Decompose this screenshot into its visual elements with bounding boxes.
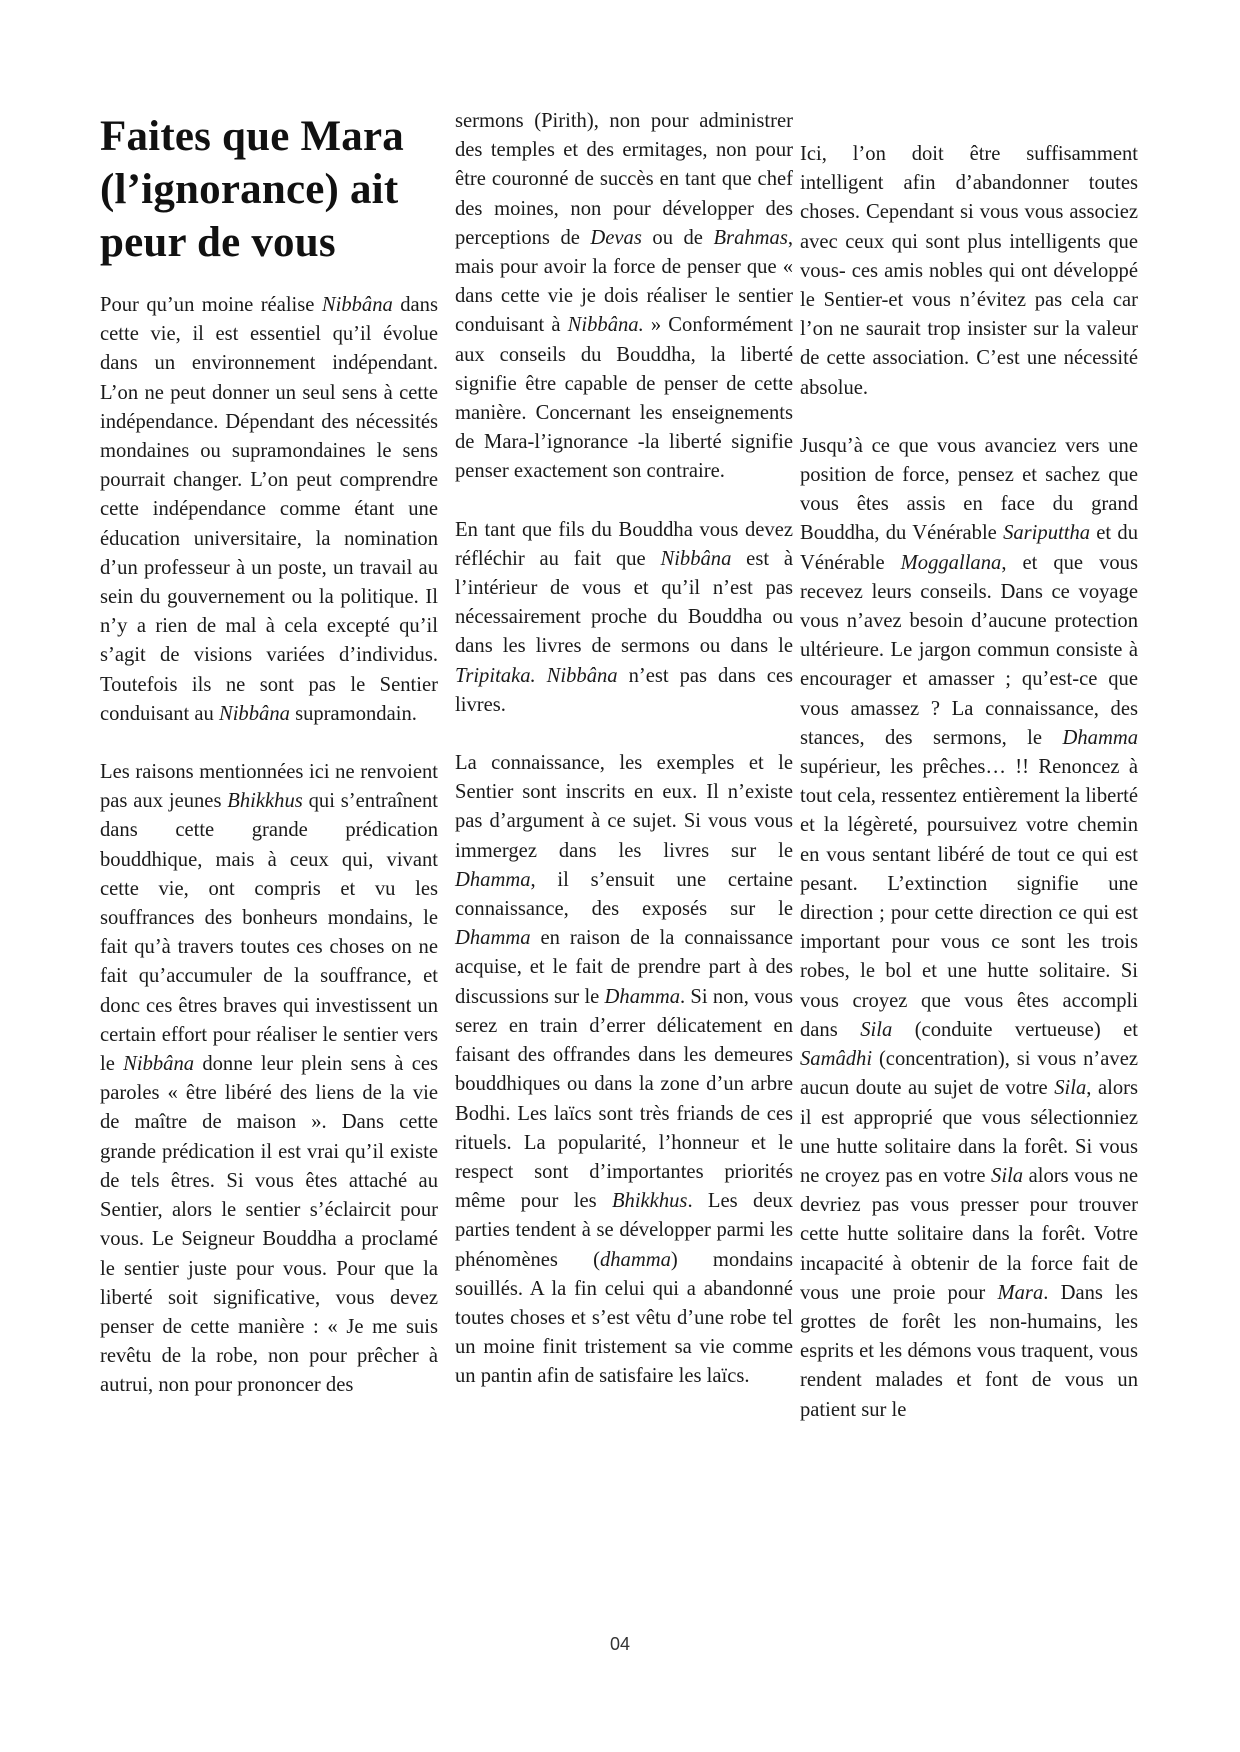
column-1	[100, 0, 438, 1430]
italic-term: Sila	[1054, 1077, 1087, 1100]
italic-term: Mara	[997, 1281, 1044, 1304]
text-run: » Conformément aux conseils du Bouddha, la liberté signifie être capable de penser de cette manière. Concernant les enseignements de Mara-l’ignorance -la liberté signifie penser exactement son contraire.	[455, 314, 793, 483]
italic-term: Dhamma	[604, 985, 681, 1008]
text-run: (concentration), si vous n’avez aucun doute au sujet de votre	[800, 1048, 1138, 1100]
italic-term: Sila	[991, 1164, 1024, 1187]
italic-term: Dhamma	[455, 868, 531, 891]
italic-term: Tripitaka. Nibbâna	[455, 664, 618, 687]
text-run: , alors il est approprié que vous sélectionniez une hutte solitaire dans la forêt. Si vous ne croyez pas en votre	[800, 1077, 1138, 1187]
italic-term: Nibbâna	[218, 702, 290, 725]
text-run: Les raisons mentionnées ici ne renvoient pas aux jeunes	[100, 761, 438, 813]
text-run: supérieur, les prêches… !! Renoncez à tout cela, ressentez entièrement la liberté et la légèreté, poursuivez votre chemin en vous sentant libéré de tout ce qui est pesant. L’extinction signifie une direction ; pour cette direction ce qui est important pour vous ce sont les trois robes, le bol et une hutte solitaire. Si vous croyez que vous êtes accompli dans	[800, 756, 1138, 1041]
text-run: dans cette vie, il est essentiel qu’il évolue dans un environnement indépendant. L’on ne peut donner un seul sens à cette indépendance. Dépendant des nécessités mondaines ou supramondaines le sens pourrait changer. L’on peut comprendre cette indépendance comme étant une éducation universitaire, la nomination d’un professeur à un poste, un travail au sein du gouvernement ou la politique. Il n’y a rien de mal à cela excepté qu’il s’agit de visions variées d’individus. Toutefois ils ne sont pas le Sentier conduisant au	[100, 294, 438, 725]
text-run: , mais pour avoir la force de penser que « dans cette vie je dois réaliser le sentier conduisant à	[455, 226, 793, 337]
text-run: La connaissance, les exemples et le Sentier sont inscrits en eux. Il n’existe pas d’argument à ce sujet. Si vous vous immergez dans les livres sur le	[455, 752, 793, 862]
text-run: . Dans les grottes de forêt les non-humains, les esprits et les démons vous traquent, vous rendent malades et font de vous un patient sur le	[800, 1281, 1138, 1421]
paragraph	[455, 749, 793, 1391]
paragraph	[800, 432, 1138, 1425]
column-3	[800, 140, 1138, 1454]
italic-term: Dhamma	[455, 927, 531, 950]
text-run: Jusqu’à ce que vous avanciez vers une position de force, pensez et sachez que vous êtes assis en face du grand Bouddha, du Vénérable	[800, 434, 1138, 545]
text-run: Pour qu’un moine réalise	[100, 294, 322, 316]
text-run: , il s’ensuit une certaine connaissance, des exposés sur le	[455, 868, 793, 921]
text-run: Ici, l’on doit être suffisamment intelligent afin d’abandonner toutes choses. Cependant si vous vous associez avec ceux qui sont plus intelligents que vous- ces amis nobles qui ont développé le Sentier-et vous n’évitez pas cela car l’on ne saurait trop insister sur la valeur de cette association. C’est une nécessité absolue.	[800, 143, 1138, 399]
italic-term: dhamma	[599, 1248, 671, 1271]
italic-term: Moggallana	[900, 551, 1002, 574]
italic-term: Bhikkhus	[227, 790, 303, 813]
paragraph	[455, 516, 793, 720]
page-number: 04	[610, 1634, 631, 1654]
italic-term: Samâdhi	[800, 1048, 873, 1071]
italic-term: Nibbâna.	[567, 314, 644, 337]
italic-term: Devas	[590, 226, 642, 249]
text-run: , et que vous recevez leurs conseils. Dans ce voyage vous n’avez besoin d’aucune protection ultérieure. Le jargon commun consiste à encourager et amasser ; qu’est-ce que vous amassez ? La connaissance, des stances, des sermons, le	[800, 551, 1138, 749]
text-run: supramondain.	[289, 702, 417, 725]
column-2	[455, 107, 793, 1421]
text-run: sermons (Pirith), non pour administrer des temples et des ermitages, non pour être couronné de succès en tant que chef des moines, non pour développer des perceptions de	[455, 110, 793, 249]
paragraph	[800, 140, 1138, 403]
italic-term: Bhikkhus	[611, 1190, 688, 1213]
italic-term: Nibbâna	[321, 294, 393, 316]
italic-term: Sariputtha	[1003, 522, 1091, 545]
italic-term: Sila	[860, 1018, 893, 1041]
text-run: est à l’intérieur de vous et qu’il n’est pas nécessairement proche du Bouddha ou dans les livres de sermons ou dans le	[455, 547, 793, 658]
text-run: alors vous ne devriez pas vous presser pour trouver cette hutte solitaire dans la forêt. Votre incapacité à obtenir de la force fait de vous une proie pour	[800, 1164, 1138, 1304]
text-run: . Si non, vous serez en train d’errer délicatement en faisant des offrandes dans les demeures bouddhiques ou dans la zone d’un arbre Bodhi. Les laïcs sont très friands de ces rituels. La popularité, l’honneur et le respect sont d’importantes priorités même pour les	[455, 985, 793, 1213]
article-title: Faites que Mara (l’ignorance) ait peur de vous	[100, 113, 404, 266]
text-run: donne leur plein sens à ces paroles « être libéré des liens de la vie de maître de maison ». Dans cette grande prédication il est vrai qu’il existe de tels êtres. Si vous êtes attaché au Sentier, alors le sentier s’éclaircit pour vous. Le Seigneur Bouddha a proclamé le sentier juste pour vous. Pour que la liberté soit significative, vous devez penser de cette manière : « Je me suis revêtu de la robe, non pour prêcher à autrui, non pour prononcer des	[100, 1053, 438, 1397]
italic-term: Dhamma	[1062, 726, 1138, 749]
text-run: (conduite vertueuse) et	[892, 1018, 1138, 1041]
text-run: ou de	[641, 226, 714, 249]
paragraph	[100, 758, 438, 1400]
text-run: et du Vénérable	[800, 522, 1138, 574]
text-run: En tant que fils du Bouddha vous devez réfléchir au fait que	[455, 518, 793, 570]
italic-term: Brahmas	[713, 226, 788, 249]
text-run: qui s’entraînent dans cette grande prédication bouddhique, mais à ceux qui, vivant cette vie, ont compris et vu les souffrances des bonheurs mondains, le fait qu’à travers toutes ces choses on ne fait qu’accumuler de la souffrance, et donc ces êtres braves qui investissent un certain effort pour réaliser le sentier vers le	[100, 790, 438, 1076]
text-run: en raison de la connaissance acquise, et le fait de prendre part à des discussions sur le	[455, 927, 793, 1008]
text-run: n’est pas dans ces livres.	[455, 664, 794, 716]
italic-term: Nibbâna	[123, 1053, 195, 1076]
text-run: . Les deux parties tendent à se développer parmi les phénomènes (	[455, 1190, 794, 1271]
paragraph	[455, 107, 793, 487]
text-run: ) mondains souillés. A la fin celui qui a abandonné toutes choses et s’est vêtu d’une robe tel un moine finit tristement sa vie comme un pantin afin de satisfaire les laïcs.	[455, 1248, 793, 1388]
italic-term: Nibbâna	[660, 547, 732, 570]
paragraph	[100, 291, 438, 729]
